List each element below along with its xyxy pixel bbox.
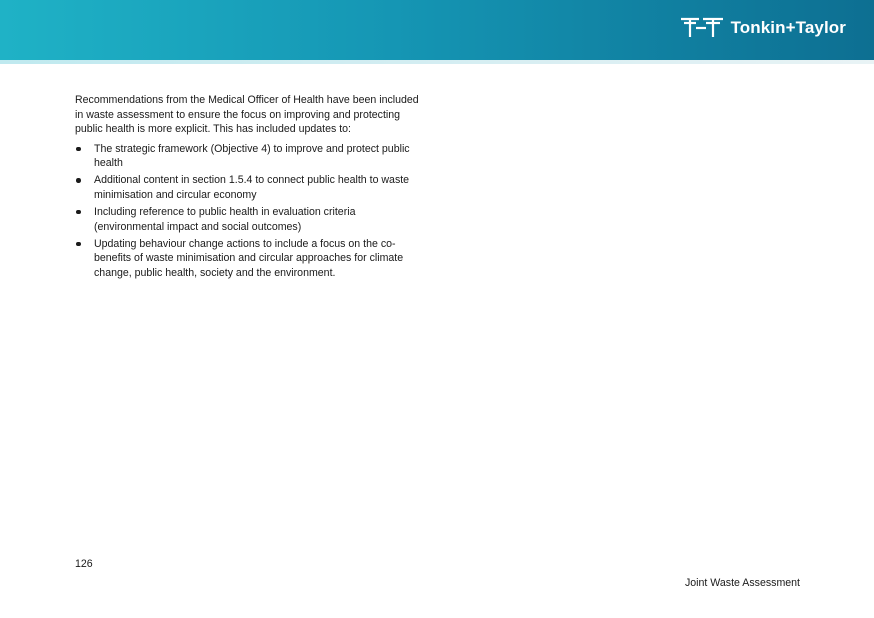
list-item-text: Including reference to public health in evaluation criteria (environmental impact and social outcomes) <box>94 205 356 233</box>
list-item <box>75 142 427 171</box>
page-number: 126 <box>75 558 93 570</box>
list-item <box>75 205 427 234</box>
list-item <box>75 173 427 202</box>
bullet-icon <box>76 210 81 215</box>
list-item-text: Additional content in section 1.5.4 to connect public health to waste minimisation and circular economy <box>94 174 410 201</box>
list-item-text: Updating behaviour change actions to include a focus on the co-benefits of waste minimisation and circular approaches for climate change, public health, society and the environment. <box>94 237 404 279</box>
brand-name: Tonkin+Taylor <box>730 18 846 37</box>
list-item <box>75 237 427 281</box>
tonkin-taylor-logo-mark-icon <box>679 16 725 40</box>
bullet-icon <box>76 242 81 247</box>
header-divider <box>0 60 874 64</box>
document-title: Joint Waste Assessment <box>684 577 800 589</box>
body-content <box>75 93 427 283</box>
brand-logo <box>679 15 846 41</box>
bullet-icon <box>76 147 81 152</box>
bullet-icon <box>76 178 81 183</box>
list-item-text: The strategic framework (Objective 4) to improve and protect public health <box>94 142 410 170</box>
intro-paragraph: Recommendations from the Medical Officer of Health have been included in waste assessment to ensure the focus on improving and protecting public health is more explicit. This has included updates to: <box>75 94 419 136</box>
update-list <box>75 142 427 281</box>
